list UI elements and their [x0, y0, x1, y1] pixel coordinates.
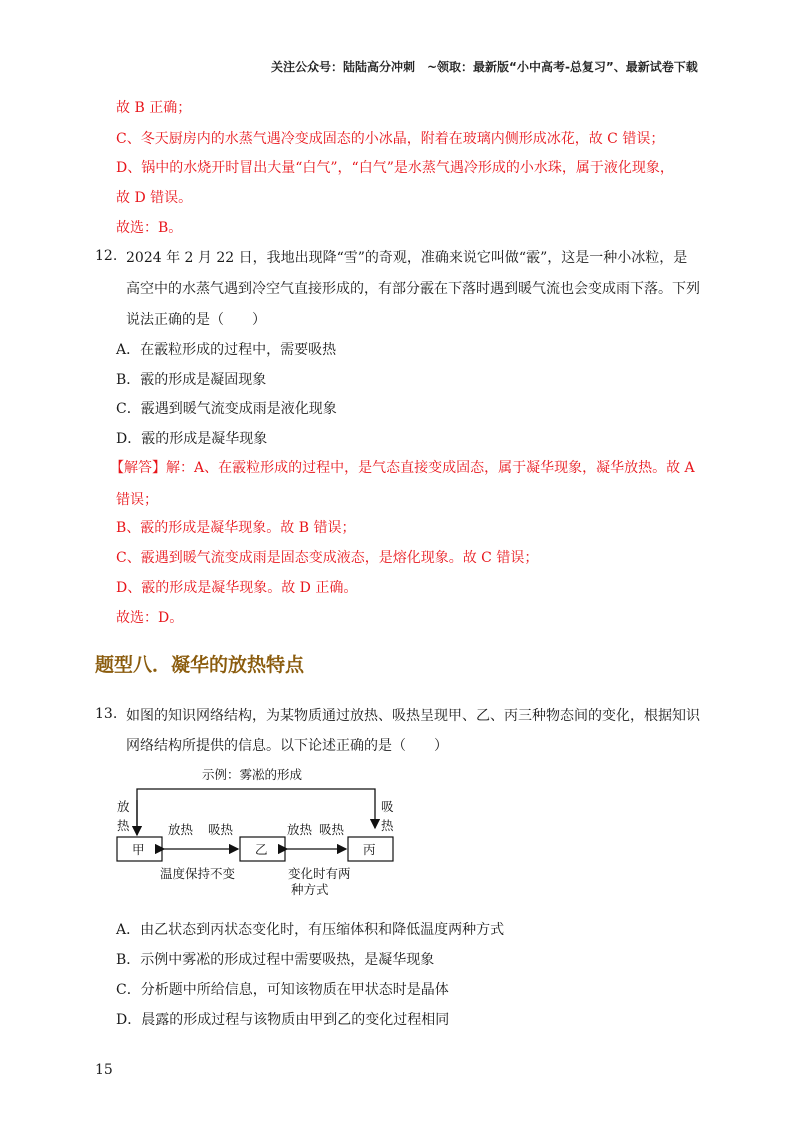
- answer-line: 故选：B。: [116, 220, 183, 236]
- right-absorb-label: 吸热: [319, 822, 345, 837]
- right-vertical-label-2: 热: [381, 818, 394, 833]
- diagram-top-label: 示例：雾凇的形成: [202, 767, 303, 782]
- answer-text: 解：A、在霰粒形成的过程中，是气态直接变成固态，属于凝华现象，凝华放热。故 A: [166, 460, 695, 476]
- left-vertical-label-2: 热: [117, 818, 130, 833]
- box-bing-label: 丙: [363, 842, 376, 857]
- answer-line: D、霰的形成是凝华现象。故 D 正确。: [116, 580, 358, 596]
- answer-line: C、霰遇到暖气流变成雨是固态变成液态，是熔化现象。故 C 错误；: [116, 550, 539, 566]
- right-vertical-label-1: 吸: [381, 799, 394, 814]
- box-jia-label: 甲: [132, 842, 145, 857]
- page-header: 关注公众号：陆陆高分冲刺 ~领取：最新版“小中高考-总复习”、最新试卷下载: [271, 60, 698, 74]
- box-yi-label: 乙: [255, 842, 268, 857]
- page-number: 15: [95, 1062, 113, 1078]
- question-stem: 2024 年 2 月 22 日，我地出现降“雪”的奇观，准确来说它叫做“霰”，这是一种小冰粒，是: [126, 250, 688, 266]
- option-a: A．在霰粒形成的过程中，需要吸热: [116, 342, 337, 358]
- question-stem: 如图的知识网络结构，为某物质通过放热、吸热呈现甲、乙、丙三种物态间的变化，根据知识: [126, 708, 700, 724]
- answer-line: 故选：D。: [116, 610, 184, 626]
- answer-line: 故 D 错误。: [116, 190, 193, 206]
- answer-line: 错误；: [116, 492, 158, 508]
- question-stem: 高空中的水蒸气遇到冷空气直接形成的，有部分霰在下落时遇到暖气流也会变成雨下落。下列: [126, 281, 700, 297]
- section-title: 题型八．凝华的放热特点: [95, 654, 305, 676]
- left-vertical-label-1: 放: [117, 799, 130, 814]
- bottom-left-label: 温度保持不变: [160, 866, 236, 881]
- question-stem: 网络结构所提供的信息。以下论述正确的是（ ）: [126, 738, 448, 754]
- option-b: B．霰的形成是凝固现象: [116, 372, 267, 388]
- option-c: C．分析题中所给信息，可知该物质在甲状态时是晶体: [116, 982, 449, 998]
- bottom-right-label-1: 变化时有两: [288, 866, 351, 881]
- answer-line: B、霰的形成是凝华现象。故 B 错误；: [116, 520, 356, 536]
- question-stem: 说法正确的是（ ）: [126, 312, 266, 328]
- option-c: C．霰遇到暖气流变成雨是液化现象: [116, 401, 337, 417]
- answer-line: C、冬天厨房内的水蒸气遇冷变成固态的小冰晶，附着在玻璃内侧形成冰花，故 C 错误；: [116, 131, 665, 147]
- right-release-label: 放热: [287, 822, 313, 837]
- answer-line: 故 B 正确；: [116, 100, 192, 116]
- option-b: B．示例中雾凇的形成过程中需要吸热，是凝华现象: [116, 952, 435, 968]
- option-d: D．霰的形成是凝华现象: [116, 431, 268, 447]
- question-number: 12.: [95, 248, 118, 264]
- answer-tag: 【解答】: [110, 460, 166, 476]
- question-number: 13.: [95, 706, 118, 722]
- left-absorb-label: 吸热: [208, 822, 234, 837]
- bottom-right-label-2: 种方式: [291, 882, 329, 897]
- answer-line: D、锅中的水烧开时冒出大量“白气”，“白气”是水蒸气遇冷形成的小水珠，属于液化现象，: [116, 160, 674, 176]
- option-a: A．由乙状态到丙状态变化时，有压缩体积和降低温度两种方式: [116, 922, 505, 938]
- left-release-label: 放热: [168, 822, 194, 837]
- option-d: D．晨露的形成过程与该物质由甲到乙的变化过程相同: [116, 1012, 450, 1028]
